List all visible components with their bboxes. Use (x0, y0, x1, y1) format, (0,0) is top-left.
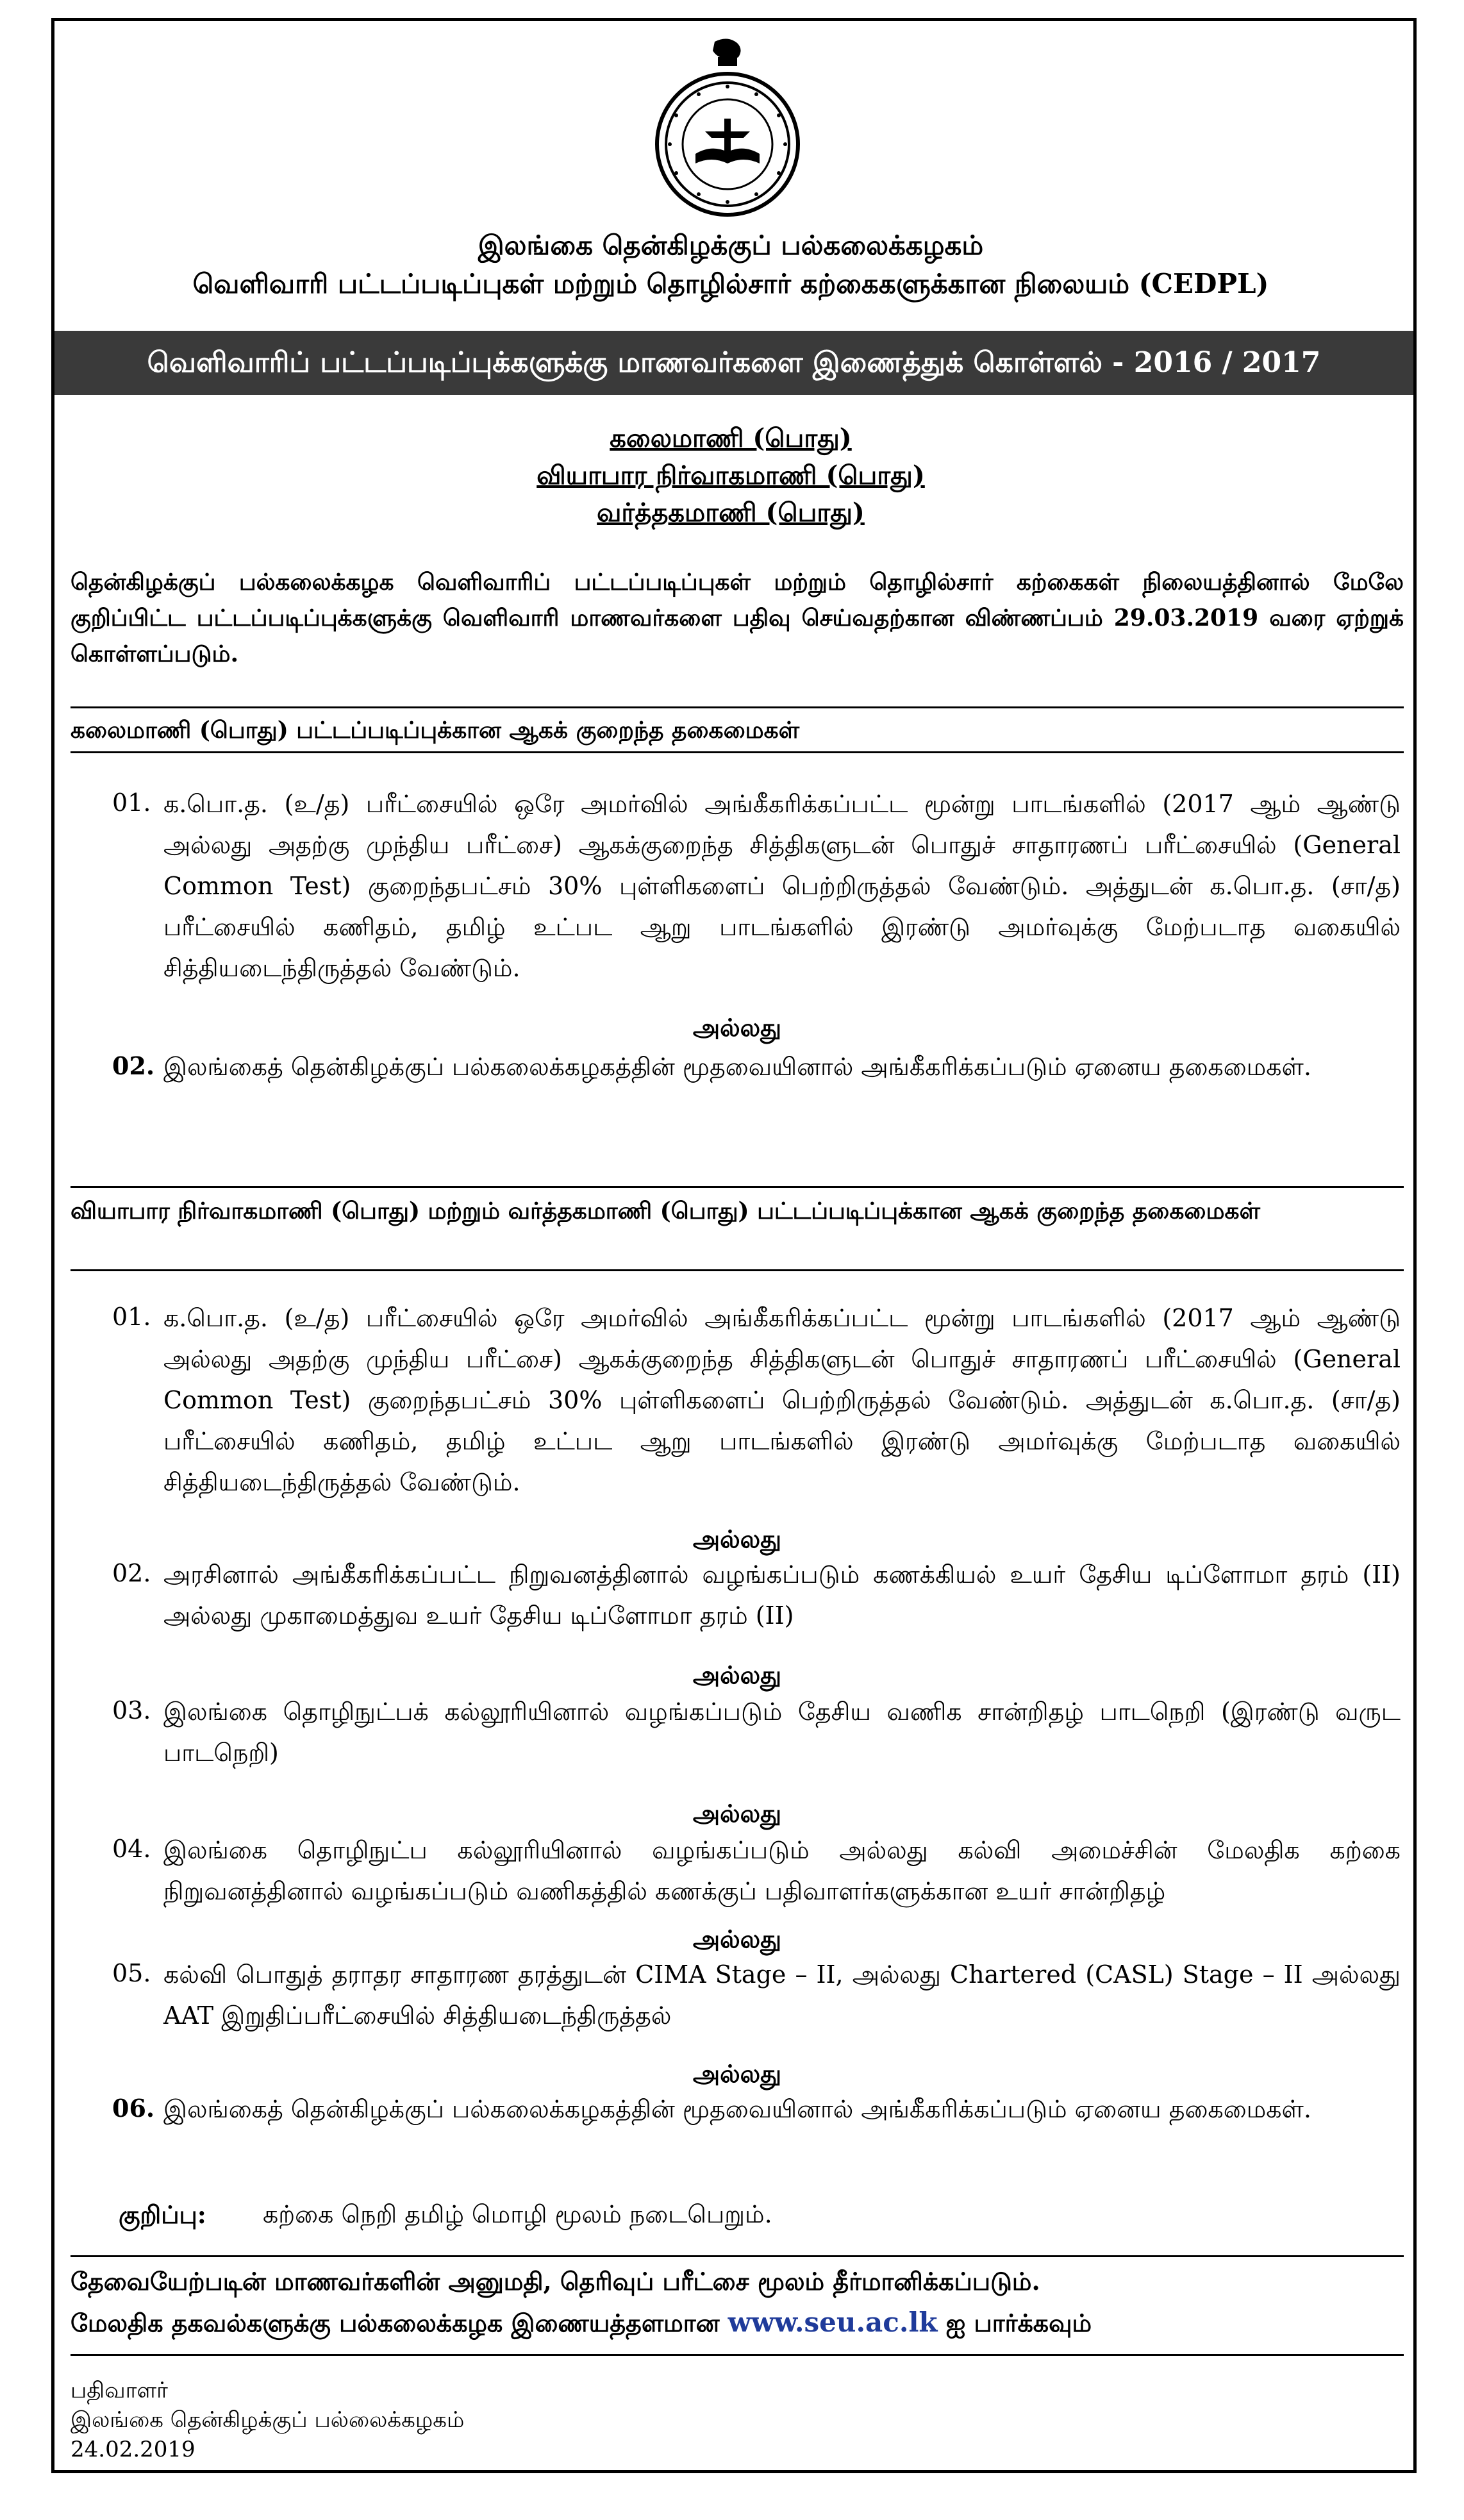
item-number: 02. (112, 1051, 155, 1080)
note-text: கற்கை நெறி தமிழ் மொழி மூலம் நடைபெறும். (263, 2200, 772, 2228)
footer-selection-note: தேவையேற்படின் மாணவர்களின் அனுமதி, தெரிவுப் பரீட்சை மூலம் தீர்மானிக்கப்படும். (71, 2267, 1040, 2296)
item-number: 05. (112, 1959, 151, 1987)
qualification-item: க.பொ.த. (உ/த) பரீட்சையில் ஒரே அமர்வில் அங்கீகரிக்கப்பட்ட மூன்று பாடங்களில் (2017 ஆம் ஆண்டு அல்லது அதற்கு முந்திய பரீட்சை) ஆகக்குறைந்த சித்திகளுடன் பொதுச் சாதாரணப் பரீட்சையில் (General Common Test) குறைந்தபட்சம் 30% புள்ளிகளைப் பெற்றிருத்தல் வேண்டும். அத்துடன் க.பொ.த. (சா/த) பரீட்சையில் கணிதம், தமிழ் உட்பட ஆறு பாடங்களில் இரண்டு அமர்வுக்கு மேற்படாத வகையில் சித்தியடைந்திருத்தல் வேண்டும். (163, 790, 1401, 982)
divider (71, 751, 1404, 753)
or-separator: அல்லது (692, 2059, 782, 2088)
divider (71, 1186, 1404, 1188)
item-number: 02. (112, 1559, 151, 1587)
signatory-title: பதிவாளர் (71, 2378, 168, 2403)
signatory-institution: இலங்கை தென்கிழக்குப் பல்லைக்கழகம் (71, 2407, 465, 2433)
qualification-item: அரசினால் அங்கீகரிக்கப்பட்ட நிறுவனத்தினால் வழங்கப்படும் கணக்கியல் உயர் தேசிய டிப்ளோமா தரம் (II) அல்லது முகாமைத்துவ உயர் தேசிய டிப்ளோமா தரம் (II) (163, 1560, 1401, 1630)
footer-website-line (71, 2307, 1404, 2341)
divider (71, 2255, 1404, 2257)
qualification-item: க.பொ.த. (உ/த) பரீட்சையில் ஒரே அமர்வில் அங்கீகரிக்கப்பட்ட மூன்று பாடங்களில் (2017 ஆம் ஆண்டு அல்லது அதற்கு முந்திய பரீட்சை) ஆகக்குறைந்த சித்திகளுடன் பொதுச் சாதாரணப் பரீட்சையில் (General Common Test) குறைந்தபட்சம் 30% புள்ளிகளைப் பெற்றிருத்தல் வேண்டும். அத்துடன் க.பொ.த. (சா/த) பரீட்சையில் கணிதம், தமிழ் உட்பட ஆறு பாடங்களில் இரண்டு அமர்வுக்கு மேற்படாத வகையில் சித்தியடைந்திருத்தல் வேண்டும். (163, 1304, 1401, 1496)
qualification-item: இலங்கை தொழிநுட்பக் கல்லூரியினால் வழங்கப்படும் தேசிய வணிக சான்றிதழ் பாடநெறி (இரண்டு வருட பாடநெறி) (163, 1698, 1401, 1767)
or-separator: அல்லது (692, 1660, 782, 1689)
or-separator: அல்லது (692, 1924, 782, 1953)
divider (71, 1269, 1404, 1271)
intro-paragraph: தென்கிழக்குப் பல்கலைக்கழக வெளிவாரிப் பட்டப்படிப்புகள் மற்றும் தொழில்சார் கற்கைகள் நிலையத்தினால் மேலே குறிப்பிட்ட பட்டப்படிப்புக்களுக்கு வெளிவாரி மாணவர்களை பதிவு செய்வதற்கான விண்ணப்பம் 29.03.2019 வரை ஏற்றுக் கொள்ளப்படும். (71, 569, 1404, 667)
divider (71, 2354, 1404, 2356)
centre-name: வெளிவாரி பட்டப்படிப்புகள் மற்றும் தொழில்சார் கற்கைகளுக்கான நிலையம் (CEDPL) (192, 268, 1269, 299)
note-label: குறிப்பு: (119, 2200, 206, 2229)
divider (71, 706, 1404, 708)
section2-heading: வியாபார நிர்வாகமாணி (பொது) மற்றும் வர்த்தகமாணி (பொது) பட்டப்படிப்புக்கான ஆகக் குறைந்த தகைமைகள் (71, 1197, 1260, 1224)
or-separator: அல்லது (692, 1799, 782, 1828)
qualification-item: இலங்கைத் தென்கிழக்குப் பல்கலைக்கழகத்தின் மூதவையினால் அங்கீகரிக்கப்படும் ஏனைய தகைமைகள். (163, 2095, 1311, 2123)
website-link[interactable]: www.seu.ac.lk (728, 2307, 938, 2338)
qualification-item: கல்வி பொதுத் தராதர சாதாரண தரத்துடன் CIMA Stage – II, அல்லது Chartered (CASL) Stage – II அல்லது AAT இறுதிப்பரீட்சையில் சித்தியடைந்திருத்தல் (163, 1960, 1401, 2030)
banner-title: வெளிவாரிப் பட்டப்படிப்புக்களுக்கு மாணவர்களை இணைத்துக் கொள்ளல் - 2016 / 2017 (147, 346, 1321, 379)
footer-website-suffix: ஐ பார்க்கவும் (945, 2308, 1092, 2337)
institution-name: இலங்கை தென்கிழக்குப் பல்கலைக்கழகம் (478, 229, 984, 261)
item-number: 01. (112, 789, 151, 817)
or-separator: அல்லது (692, 1524, 782, 1553)
item-number: 03. (112, 1696, 151, 1724)
footer-website-prefix: மேலதிக தகவல்களுக்கு பல்கலைக்கழக இணையத்தளமான (71, 2308, 720, 2337)
section1-heading: கலைமாணி (பொது) பட்டப்படிப்புக்கான ஆகக் குறைந்த தகைமைகள் (71, 717, 800, 744)
item-number: 01. (112, 1303, 151, 1331)
degree-business-admin: வியாபார நிர்வாகமாணி (பொது) (537, 460, 925, 490)
degree-arts: கலைமாணி (பொது) (610, 423, 852, 453)
item-number: 04. (112, 1835, 151, 1863)
item-number: 06. (112, 2094, 155, 2123)
university-seal-logo (654, 35, 801, 221)
qualification-item: இலங்கை தொழிநுட்ப கல்லூரியினால் வழங்கப்படும் அல்லது கல்வி அமைச்சின் மேலதிக கற்கை நிறுவனத்தினால் வழங்கப்படும் வணிகத்தில் கணக்குப் பதிவாளர்களுக்கான உயர் சான்றிதழ் (163, 1836, 1401, 1905)
or-separator: அல்லது (692, 1013, 782, 1042)
notice-date: 24.02.2019 (71, 2437, 195, 2462)
qualification-item: இலங்கைத் தென்கிழக்குப் பல்கலைக்கழகத்தின் மூதவையினால் அங்கீகரிக்கப்படும் ஏனைய தகைமைகள். (163, 1053, 1311, 1081)
degree-commerce: வர்த்தகமாணி (பொது) (597, 497, 865, 528)
